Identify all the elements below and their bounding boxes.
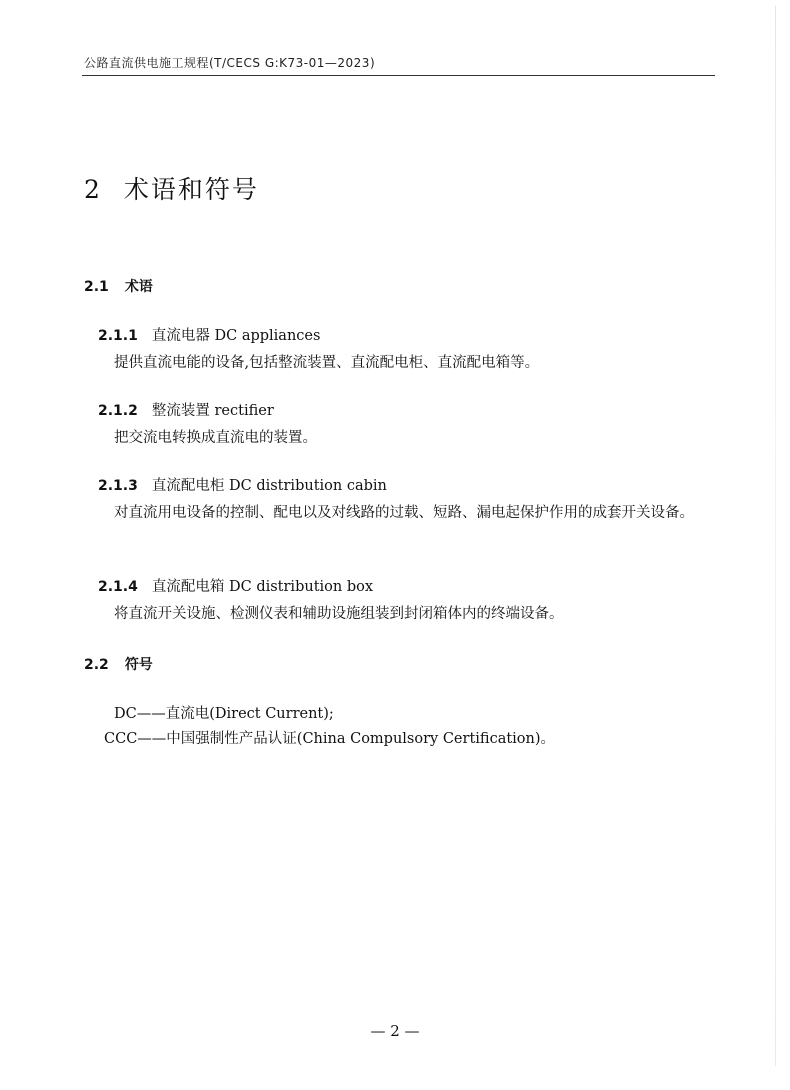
scan-edge-shadow (775, 6, 776, 1066)
term-2-1-3 (84, 474, 720, 526)
term-heading (84, 324, 720, 348)
term-heading (84, 399, 720, 423)
term-number: 2.1.2 (98, 403, 138, 419)
term-name: 直流配电柜 DC distribution cabin (151, 478, 387, 494)
section-number: 2.1 (84, 279, 109, 295)
term-name: 整流装置 rectifier (151, 403, 274, 419)
term-number: 2.1.1 (98, 328, 138, 344)
term-number: 2.1.4 (98, 579, 138, 595)
section-2-1-title (84, 276, 153, 296)
term-heading (84, 575, 720, 599)
term-definition: 把交流电转换成直流电的装置。 (114, 430, 317, 446)
term-definition: 将直流开关设施、检测仪表和辅助设施组装到封闭箱体内的终端设备。 (114, 606, 564, 622)
term-heading (84, 474, 720, 498)
section-number: 2.2 (84, 657, 109, 673)
term-number: 2.1.3 (98, 478, 138, 494)
chapter-title (84, 170, 259, 206)
section-2-2-title (84, 654, 153, 674)
section-heading: 术语 (124, 279, 153, 295)
section-heading: 符号 (124, 657, 153, 673)
term-name: 直流配电箱 DC distribution box (151, 579, 374, 595)
term-2-1-4 (84, 575, 720, 627)
term-definition: 提供直流电能的设备,包括整流装置、直流配电柜、直流配电箱等。 (114, 355, 540, 371)
header-rule (82, 75, 715, 76)
symbol-dc: DC——直流电(Direct Current); (114, 706, 334, 722)
term-name: 直流电器 DC appliances (151, 328, 321, 344)
chapter-number: 2 (84, 175, 102, 204)
chapter-heading: 术语和符号 (123, 175, 259, 204)
term-2-1-1 (84, 324, 720, 376)
symbol-ccc: CCC——中国强制性产品认证(China Compulsory Certification)。 (104, 731, 556, 747)
page-number: — 2 — (370, 1022, 420, 1040)
term-definition: 对直流用电设备的控制、配电以及对线路的过载、短路、漏电起保护作用的成套开关设备。 (114, 505, 694, 521)
running-header: 公路直流供电施工规程(T/CECS G:K73-01—2023) (84, 56, 376, 70)
term-2-1-2 (84, 399, 720, 451)
